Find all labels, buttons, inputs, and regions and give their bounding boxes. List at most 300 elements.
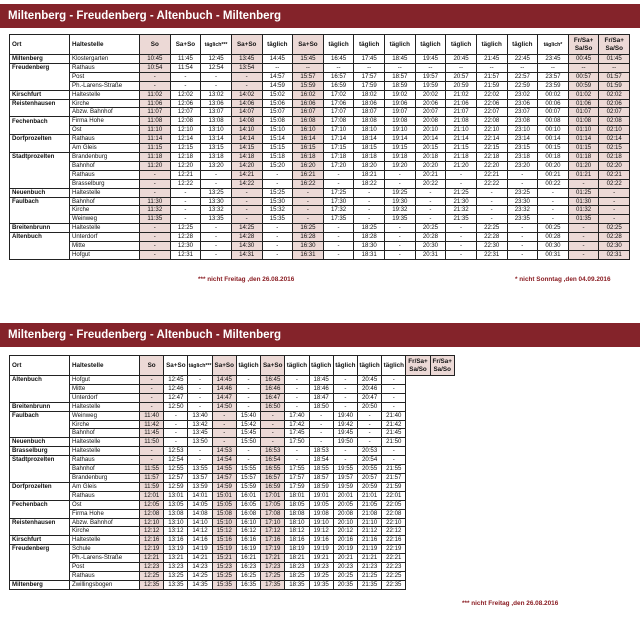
- departure-time: 20:15: [415, 144, 446, 153]
- departure-time: -: [201, 224, 232, 233]
- departure-time: 19:59: [415, 81, 446, 90]
- departure-time: 14:06: [231, 99, 262, 108]
- departure-time: 17:55: [285, 465, 309, 474]
- table-row: [10, 447, 455, 456]
- stop-name: Haltestelle: [70, 402, 140, 411]
- departure-time: 20:01: [333, 491, 357, 500]
- departure-time: --: [262, 63, 293, 72]
- departure-time: -: [568, 250, 599, 259]
- departure-time: -: [309, 438, 333, 447]
- departure-time: 00:14: [538, 135, 569, 144]
- stop-name: Schule: [70, 545, 140, 554]
- departure-time: 00:15: [538, 144, 569, 153]
- departure-time: -: [231, 215, 262, 224]
- departure-time: 01:18: [568, 152, 599, 161]
- departure-time: -: [333, 402, 357, 411]
- column-header-day: Sa+So: [231, 35, 262, 55]
- departure-time: 02:22: [599, 179, 630, 188]
- place-name: [10, 242, 70, 251]
- departure-time: -: [140, 376, 164, 385]
- departure-time: 20:05: [333, 500, 357, 509]
- departure-time: 16:30: [293, 242, 324, 251]
- departure-time: 14:50: [212, 402, 236, 411]
- departure-time: 21:06: [446, 99, 477, 108]
- departure-time: 16:45: [323, 55, 354, 64]
- departure-time: 18:21: [354, 170, 385, 179]
- departure-time: 23:08: [507, 117, 538, 126]
- departure-time: 21:57: [382, 473, 406, 482]
- column-header-day: Sa+So: [293, 35, 324, 55]
- stop-name: Post: [70, 563, 140, 572]
- departure-time: -: [323, 170, 354, 179]
- departure-time: 02:18: [599, 152, 630, 161]
- stop-name: Firma Hohe: [70, 509, 140, 518]
- place-name: Neuenbuch: [10, 438, 70, 447]
- departure-time: 17:59: [285, 482, 309, 491]
- departure-time: -: [323, 224, 354, 233]
- departure-time: 01:02: [568, 90, 599, 99]
- departure-time: 01:57: [599, 72, 630, 81]
- departure-time: 18:53: [309, 447, 333, 456]
- departure-time: -: [382, 384, 406, 393]
- departure-time: 18:16: [285, 536, 309, 545]
- column-header-ort: Ort: [10, 356, 70, 376]
- departure-time: -: [309, 411, 333, 420]
- stop-name: Abzw. Bahnhof: [70, 108, 140, 117]
- departure-time: 02:15: [599, 144, 630, 153]
- departure-time: 18:12: [285, 527, 309, 536]
- departure-time: 22:15: [476, 144, 507, 153]
- departure-time: 12:45: [201, 55, 232, 64]
- departure-time: 12:08: [140, 509, 164, 518]
- departure-time: 16:31: [293, 250, 324, 259]
- departure-time: -: [446, 224, 477, 233]
- departure-time: 02:30: [599, 242, 630, 251]
- departure-time: -: [212, 411, 236, 420]
- departure-time: 20:25: [415, 224, 446, 233]
- table-row: [10, 81, 630, 90]
- departure-time: 20:10: [333, 518, 357, 527]
- place-name: [10, 429, 70, 438]
- departure-time: 14:08: [188, 509, 212, 518]
- column-header-day: Fr/Sa+ Sa/So: [599, 35, 630, 55]
- departure-time: 18:55: [309, 465, 333, 474]
- departure-time: -: [231, 81, 262, 90]
- departure-time: 20:57: [446, 72, 477, 81]
- departure-time: 21:59: [476, 81, 507, 90]
- departure-time: 14:59: [262, 81, 293, 90]
- departure-time: 00:02: [538, 90, 569, 99]
- departure-time: 13:01: [164, 491, 188, 500]
- departure-time: 22:45: [507, 55, 538, 64]
- departure-time: 11:06: [140, 99, 171, 108]
- table-row: [10, 429, 455, 438]
- departure-time: 18:59: [309, 482, 333, 491]
- departure-time: 17:40: [285, 411, 309, 420]
- stop-name: Ost: [70, 500, 140, 509]
- departure-time: 21:02: [446, 90, 477, 99]
- departure-time: 21:35: [446, 215, 477, 224]
- departure-time: 15:10: [212, 518, 236, 527]
- departure-time: 20:07: [415, 108, 446, 117]
- stop-name: Kirche: [70, 527, 140, 536]
- departure-time: 14:25: [188, 571, 212, 580]
- departure-time: 15:59: [293, 81, 324, 90]
- departure-time: 22:21: [382, 554, 406, 563]
- departure-time: 02:08: [599, 117, 630, 126]
- departure-time: 15:50: [236, 438, 260, 447]
- departure-time: 13:45: [231, 55, 262, 64]
- departure-time: -: [568, 224, 599, 233]
- departure-time: 18:06: [354, 99, 385, 108]
- departure-time: 21:21: [357, 554, 381, 563]
- departure-time: 20:20: [415, 161, 446, 170]
- departure-time: 17:50: [285, 438, 309, 447]
- departure-time: 23:02: [507, 90, 538, 99]
- departure-time: 11:14: [140, 135, 171, 144]
- column-header-day: täglich: [333, 356, 357, 376]
- departure-time: -: [446, 242, 477, 251]
- departure-time: 15:15: [262, 144, 293, 153]
- departure-time: 23:59: [538, 81, 569, 90]
- departure-time: 22:08: [476, 117, 507, 126]
- table-row: [10, 456, 455, 465]
- column-header-day: täglich: [382, 356, 406, 376]
- departure-time: 21:45: [382, 429, 406, 438]
- departure-time: 15:08: [212, 509, 236, 518]
- departure-time: 20:08: [415, 117, 446, 126]
- departure-time: -: [354, 206, 385, 215]
- departure-time: 12:05: [140, 500, 164, 509]
- departure-time: 21:14: [446, 135, 477, 144]
- departure-time: 15:07: [262, 108, 293, 117]
- departure-time: -: [507, 233, 538, 242]
- departure-time: 20:31: [415, 250, 446, 259]
- place-name: Fechenbach: [10, 117, 70, 126]
- departure-time: 22:22: [476, 179, 507, 188]
- departure-time: --: [323, 63, 354, 72]
- departure-time: 14:18: [231, 152, 262, 161]
- departure-time: -: [170, 188, 201, 197]
- departure-time: 19:08: [309, 509, 333, 518]
- place-name: Altenbuch: [10, 233, 70, 242]
- table-row: [10, 108, 630, 117]
- departure-time: 19:23: [309, 563, 333, 572]
- departure-time: 00:10: [538, 126, 569, 135]
- departure-time: 01:15: [568, 144, 599, 153]
- departure-time: 14:15: [231, 144, 262, 153]
- stop-name: Abzw. Bahnhof: [70, 518, 140, 527]
- departure-time: 01:20: [568, 161, 599, 170]
- stop-name: Kirche: [70, 99, 140, 108]
- departure-time: 19:35: [385, 215, 416, 224]
- departure-time: -: [285, 402, 309, 411]
- departure-time: 23:15: [507, 144, 538, 153]
- departure-time: 12:55: [164, 465, 188, 474]
- departure-time: -: [507, 242, 538, 251]
- departure-time: 14:10: [231, 126, 262, 135]
- departure-time: 17:25: [323, 188, 354, 197]
- table-row: [10, 233, 630, 242]
- departure-time: 20:14: [415, 135, 446, 144]
- departure-time: 13:10: [164, 518, 188, 527]
- departure-time: 15:57: [293, 72, 324, 81]
- departure-time: 00:45: [568, 55, 599, 64]
- stop-name: Haltestelle: [70, 90, 140, 99]
- departure-time: 22:21: [476, 170, 507, 179]
- column-header-ort: Ort: [10, 35, 70, 55]
- place-name: Dorfprozelten: [10, 482, 70, 491]
- departure-time: 17:12: [261, 527, 285, 536]
- departure-time: 17:59: [354, 81, 385, 90]
- departure-time: 19:14: [385, 135, 416, 144]
- place-name: Freudenberg: [10, 545, 70, 554]
- departure-time: -: [507, 224, 538, 233]
- place-name: Kirschfurt: [10, 536, 70, 545]
- stop-name: Firma Hohe: [70, 117, 140, 126]
- departure-time: 19:01: [309, 491, 333, 500]
- stop-name: Rathaus: [70, 571, 140, 580]
- departure-time: -: [382, 447, 406, 456]
- departure-time: 12:23: [140, 563, 164, 572]
- place-name: [10, 206, 70, 215]
- departure-time: -: [188, 456, 212, 465]
- departure-time: 13:10: [201, 126, 232, 135]
- departure-time: -: [507, 250, 538, 259]
- departure-time: 19:32: [385, 206, 416, 215]
- departure-time: -: [323, 242, 354, 251]
- departure-time: 12:25: [140, 571, 164, 580]
- departure-time: 21:40: [382, 411, 406, 420]
- departure-time: 02:14: [599, 135, 630, 144]
- departure-time: -: [446, 233, 477, 242]
- departure-time: 15:25: [262, 188, 293, 197]
- departure-time: 14:25: [231, 224, 262, 233]
- departure-time: 16:50: [261, 402, 285, 411]
- departure-time: 01:59: [599, 81, 630, 90]
- column-header-day: täglich***: [201, 35, 232, 55]
- departure-time: 13:14: [201, 135, 232, 144]
- departure-time: -: [538, 197, 569, 206]
- place-name: [10, 108, 70, 117]
- departure-time: 19:45: [415, 55, 446, 64]
- departure-time: 11:30: [140, 197, 171, 206]
- departure-time: 23:10: [507, 126, 538, 135]
- departure-time: 21:30: [446, 197, 477, 206]
- departure-time: -: [507, 170, 538, 179]
- departure-time: 20:25: [333, 571, 357, 580]
- departure-time: 18:46: [309, 384, 333, 393]
- departure-time: 21:50: [382, 438, 406, 447]
- departure-time: 02:25: [599, 224, 630, 233]
- place-name: [10, 554, 70, 563]
- departure-time: 12:18: [170, 152, 201, 161]
- departure-time: 15:30: [262, 197, 293, 206]
- departure-time: 13:19: [164, 545, 188, 554]
- departure-time: -: [164, 411, 188, 420]
- departure-time: -: [333, 456, 357, 465]
- table-row: [10, 206, 630, 215]
- departure-time: 14:23: [188, 563, 212, 572]
- departure-time: -: [140, 393, 164, 402]
- table-row: [10, 411, 455, 420]
- departure-time: 11:55: [140, 465, 164, 474]
- departure-time: 21:05: [357, 500, 381, 509]
- departure-time: 12:02: [170, 90, 201, 99]
- departure-time: 20:46: [357, 384, 381, 393]
- departure-time: 16:28: [293, 233, 324, 242]
- departure-time: 20:21: [415, 170, 446, 179]
- departure-time: 14:16: [188, 536, 212, 545]
- departure-time: 13:57: [188, 473, 212, 482]
- departure-time: 17:42: [285, 420, 309, 429]
- departure-time: 21:23: [357, 563, 381, 572]
- departure-time: 15:02: [262, 90, 293, 99]
- departure-time: 16:47: [261, 393, 285, 402]
- departure-time: 18:10: [285, 518, 309, 527]
- departure-time: 15:42: [236, 420, 260, 429]
- stop-name: Brandenburg: [70, 473, 140, 482]
- departure-time: -: [262, 224, 293, 233]
- departure-time: 18:57: [385, 72, 416, 81]
- departure-time: 12:10: [170, 126, 201, 135]
- departure-time: 00:31: [538, 250, 569, 259]
- place-name: [10, 527, 70, 536]
- departure-time: 22:14: [476, 135, 507, 144]
- departure-time: 19:12: [309, 527, 333, 536]
- departure-time: -: [201, 72, 232, 81]
- departure-time: 11:18: [140, 152, 171, 161]
- departure-time: 22:20: [476, 161, 507, 170]
- table-row: [10, 545, 455, 554]
- departure-time: -: [140, 170, 171, 179]
- departure-time: 19:10: [385, 126, 416, 135]
- departure-time: -: [140, 447, 164, 456]
- departure-time: 22:08: [382, 509, 406, 518]
- departure-time: 14:31: [231, 250, 262, 259]
- stop-name: Haltestelle: [70, 447, 140, 456]
- departure-time: -: [140, 402, 164, 411]
- departure-time: 21:55: [382, 465, 406, 474]
- table-row: [10, 170, 630, 179]
- departure-time: 01:07: [568, 108, 599, 117]
- departure-time: 20:55: [357, 465, 381, 474]
- departure-time: -: [262, 250, 293, 259]
- departure-time: 00:30: [538, 242, 569, 251]
- departure-time: 14:21: [231, 170, 262, 179]
- departure-time: 16:57: [323, 72, 354, 81]
- place-name: [10, 126, 70, 135]
- departure-time: 13:59: [188, 482, 212, 491]
- departure-time: 16:14: [293, 135, 324, 144]
- departure-time: -: [140, 384, 164, 393]
- place-name: Dorfprozelten: [10, 135, 70, 144]
- departure-time: 00:22: [538, 179, 569, 188]
- departure-time: 14:59: [212, 482, 236, 491]
- departure-time: 18:15: [354, 144, 385, 153]
- place-name: Miltenberg: [10, 580, 70, 589]
- place-name: [10, 393, 70, 402]
- departure-time: -: [476, 215, 507, 224]
- stop-name: Rathaus: [70, 135, 140, 144]
- departure-time: 19:20: [385, 161, 416, 170]
- departure-time: 17:57: [285, 473, 309, 482]
- departure-time: 14:20: [231, 161, 262, 170]
- timetable-2: [9, 355, 455, 590]
- departure-time: 11:50: [140, 438, 164, 447]
- departure-time: 12:14: [170, 135, 201, 144]
- departure-time: 20:23: [333, 563, 357, 572]
- departure-time: 12:08: [170, 117, 201, 126]
- departure-time: 15:45: [293, 55, 324, 64]
- place-name: [10, 491, 70, 500]
- departure-time: -: [261, 411, 285, 420]
- departure-time: 19:57: [333, 473, 357, 482]
- departure-time: -: [201, 233, 232, 242]
- departure-time: 16:59: [261, 482, 285, 491]
- departure-time: 12:19: [140, 545, 164, 554]
- departure-time: 16:21: [293, 170, 324, 179]
- departure-time: 19:02: [385, 90, 416, 99]
- departure-time: 13:25: [164, 571, 188, 580]
- departure-time: 20:06: [415, 99, 446, 108]
- column-header-day: täglich***: [188, 356, 212, 376]
- departure-time: 21:35: [357, 580, 381, 589]
- departure-time: -: [357, 420, 381, 429]
- departure-time: -: [262, 170, 293, 179]
- place-name: [10, 161, 70, 170]
- departure-time: -: [201, 250, 232, 259]
- departure-time: 22:23: [382, 563, 406, 572]
- timetable-1: [9, 34, 630, 260]
- table-row: [10, 197, 630, 206]
- place-name: [10, 170, 70, 179]
- departure-time: -: [599, 188, 630, 197]
- departure-time: --: [507, 63, 538, 72]
- departure-time: 16:08: [293, 117, 324, 126]
- departure-time: 21:10: [357, 518, 381, 527]
- departure-time: 14:46: [212, 384, 236, 393]
- departure-time: 22:25: [382, 571, 406, 580]
- departure-time: -: [164, 420, 188, 429]
- table-row: [10, 420, 455, 429]
- departure-time: 20:22: [415, 179, 446, 188]
- departure-time: 21:10: [446, 126, 477, 135]
- departure-time: 18:07: [354, 108, 385, 117]
- departure-time: 17:25: [261, 571, 285, 580]
- departure-time: -: [599, 206, 630, 215]
- place-name: Reistenhausen: [10, 99, 70, 108]
- departure-time: -: [231, 188, 262, 197]
- departure-time: 12:21: [170, 170, 201, 179]
- departure-time: 20:02: [415, 90, 446, 99]
- departure-time: -: [231, 206, 262, 215]
- departure-time: 18:22: [354, 179, 385, 188]
- stop-name: Zwillingsbogen: [70, 580, 140, 589]
- departure-time: 22:16: [382, 536, 406, 545]
- departure-time: 17:35: [261, 580, 285, 589]
- departure-time: 23:07: [507, 108, 538, 117]
- departure-time: -: [385, 233, 416, 242]
- stop-name: Rathaus: [70, 456, 140, 465]
- departure-time: 22:18: [476, 152, 507, 161]
- departure-time: 11:57: [140, 473, 164, 482]
- departure-time: -: [201, 179, 232, 188]
- departure-time: -: [357, 438, 381, 447]
- departure-time: 19:05: [309, 500, 333, 509]
- departure-time: 16:59: [323, 81, 354, 90]
- departure-time: 13:55: [188, 465, 212, 474]
